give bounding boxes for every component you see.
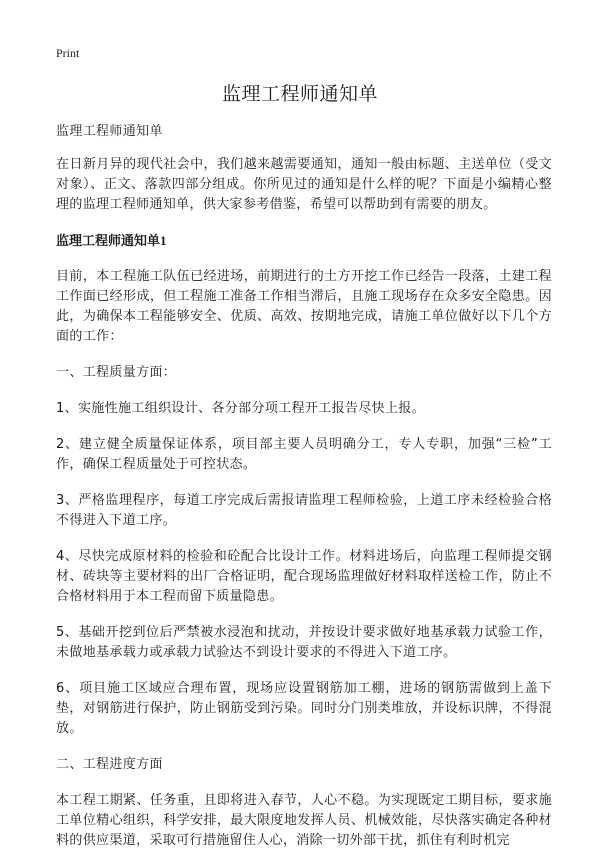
quality-item-1: 1、实施性施工组织设计、各分部分项工程开工报告尽快上报。: [56, 401, 426, 416]
quality-item-6: 6、项目施工区域应合理布置，现场应设置钢筋加工棚，进场的钢筋需做到上盖下垫，对钢筋进行保护，防止钢筋受到污染。同时分门别类堆放，并设标识牌，不得混放。: [56, 681, 552, 736]
document-subtitle: 监理工程师通知单: [56, 124, 163, 139]
intro-paragraph: 在日新月异的现代社会中，我们越来越需要通知，通知一般由标题、主送单位（受文对象）、正文、落款四部分组成。你所见过的通知是什么样的呢？下面是小编精心整理的监理工程师通知单，供大家参考借鉴，希望可以帮助到有需要的朋友。: [56, 157, 552, 212]
heading-progress: 二、工程进度方面: [56, 757, 163, 772]
quality-item-2: 2、建立健全质量保证体系，项目部主要人员明确分工，专人专职，加强“三检”工作，确保工程质量处于可控状态。: [56, 437, 552, 472]
progress-paragraph: 本工程工期紧、任务重，且即将进入春节，人心不稳。为实现既定工期目标，要求施工单位精心组织，科学安排，最大限度地发挥人员、机械效能，尽快落实确定各种材料的供应渠道，采取可行措施留住人心，消除一切外部干扰，抓住有利时机完: [56, 793, 552, 848]
body-paragraph-situation: 目前，本工程施工队伍已经进场，前期进行的土方开挖工作已经告一段落，土建工程工作面已经形成，但工程施工准备工作相当滞后，且施工现场存在众多安全隐患。因此，为确保本工程能够安全、优质、高效、按期地完成，请施工单位做好以下几个方面的工作：: [56, 269, 552, 344]
section-heading-number: 1: [160, 233, 167, 248]
heading-quality: 一、工程质量方面：: [56, 365, 177, 380]
quality-item-4: 4、尽快完成原材料的检验和砼配合比设计工作。材料进场后，向监理工程师提交钢材、砖块等主要材料的出厂合格证明，配合现场监理做好材料取样送检工作，防止不合格材料用于本工程而留下质量隐患。: [56, 549, 552, 604]
document-body: [56, 122, 552, 867]
section-heading-text: 监理工程师通知单: [56, 234, 161, 249]
quality-item-5: 5、基础开挖到位后严禁被水浸泡和扰动，并按设计要求做好地基承载力试验工作，未做地基承载力或承载力试验达不到设计要求的不得进入下道工序。: [56, 625, 552, 660]
quality-item-3: 3、严格监理程序，每道工序完成后需报请监理工程师检验，上道工序未经检验合格不得进入下道工序。: [56, 493, 552, 528]
section-heading: [56, 231, 552, 252]
print-link[interactable]: Print: [56, 46, 80, 60]
page-title: 监理工程师通知单: [221, 83, 378, 105]
